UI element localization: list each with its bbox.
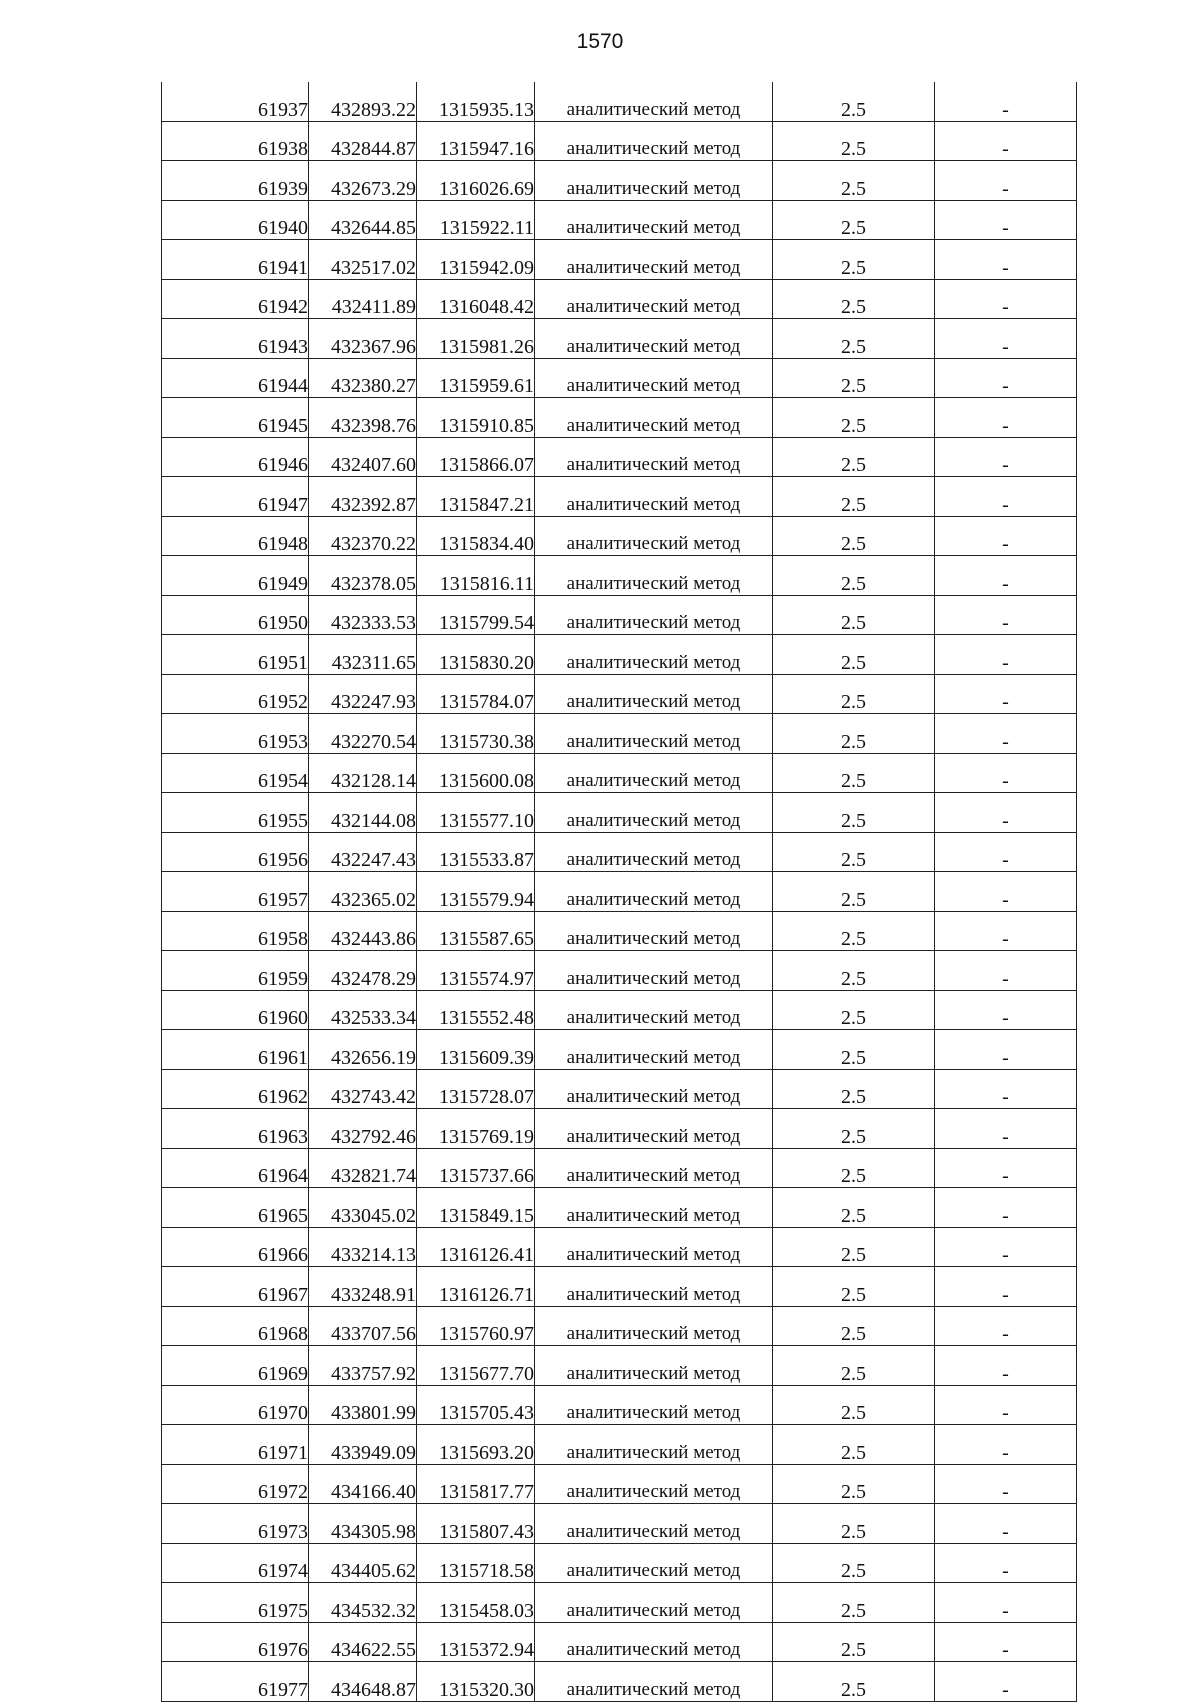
- method-cell: аналитический метод: [535, 1425, 773, 1465]
- x-coordinate-cell: 432792.46: [309, 1109, 417, 1149]
- table-row: [162, 1425, 1077, 1465]
- point-number-cell: 61975: [162, 1583, 309, 1623]
- method-cell: аналитический метод: [535, 556, 773, 596]
- accuracy-cell: 2.5: [773, 161, 935, 201]
- y-coordinate-cell: 1315718.58: [417, 1543, 535, 1583]
- point-number-cell: 61962: [162, 1069, 309, 1109]
- accuracy-cell: 2.5: [773, 674, 935, 714]
- point-number-cell: 61971: [162, 1425, 309, 1465]
- note-cell: -: [935, 1188, 1077, 1228]
- y-coordinate-cell: 1315981.26: [417, 319, 535, 359]
- method-cell: аналитический метод: [535, 753, 773, 793]
- x-coordinate-cell: 432247.43: [309, 832, 417, 872]
- note-cell: -: [935, 1464, 1077, 1504]
- accuracy-cell: 2.5: [773, 1583, 935, 1623]
- y-coordinate-cell: 1315834.40: [417, 516, 535, 556]
- coordinates-table-body: [162, 82, 1077, 1701]
- point-number-cell: 61955: [162, 793, 309, 833]
- note-cell: -: [935, 161, 1077, 201]
- point-number-cell: 61959: [162, 951, 309, 991]
- note-cell: -: [935, 516, 1077, 556]
- point-number-cell: 61938: [162, 121, 309, 161]
- method-cell: аналитический метод: [535, 1583, 773, 1623]
- x-coordinate-cell: 433707.56: [309, 1306, 417, 1346]
- table-row: [162, 753, 1077, 793]
- note-cell: -: [935, 674, 1077, 714]
- point-number-cell: 61974: [162, 1543, 309, 1583]
- y-coordinate-cell: 1315320.30: [417, 1662, 535, 1702]
- note-cell: -: [935, 1030, 1077, 1070]
- y-coordinate-cell: 1315552.48: [417, 990, 535, 1030]
- method-cell: аналитический метод: [535, 911, 773, 951]
- method-cell: аналитический метод: [535, 279, 773, 319]
- point-number-cell: 61942: [162, 279, 309, 319]
- note-cell: -: [935, 753, 1077, 793]
- y-coordinate-cell: 1315574.97: [417, 951, 535, 991]
- x-coordinate-cell: 432367.96: [309, 319, 417, 359]
- x-coordinate-cell: 432821.74: [309, 1148, 417, 1188]
- table-row: [162, 1109, 1077, 1149]
- point-number-cell: 61948: [162, 516, 309, 556]
- note-cell: -: [935, 1543, 1077, 1583]
- accuracy-cell: 2.5: [773, 595, 935, 635]
- x-coordinate-cell: 432128.14: [309, 753, 417, 793]
- note-cell: -: [935, 714, 1077, 754]
- y-coordinate-cell: 1315577.10: [417, 793, 535, 833]
- accuracy-cell: 2.5: [773, 1030, 935, 1070]
- method-cell: аналитический метод: [535, 595, 773, 635]
- table-row: [162, 1227, 1077, 1267]
- table-row: [162, 477, 1077, 517]
- note-cell: -: [935, 951, 1077, 991]
- accuracy-cell: 2.5: [773, 1267, 935, 1307]
- method-cell: аналитический метод: [535, 398, 773, 438]
- note-cell: -: [935, 477, 1077, 517]
- y-coordinate-cell: 1315705.43: [417, 1385, 535, 1425]
- point-number-cell: 61954: [162, 753, 309, 793]
- point-number-cell: 61937: [162, 82, 309, 121]
- point-number-cell: 61958: [162, 911, 309, 951]
- point-number-cell: 61939: [162, 161, 309, 201]
- y-coordinate-cell: 1316026.69: [417, 161, 535, 201]
- accuracy-cell: 2.5: [773, 1346, 935, 1386]
- table-row: [162, 437, 1077, 477]
- y-coordinate-cell: 1315533.87: [417, 832, 535, 872]
- note-cell: -: [935, 437, 1077, 477]
- x-coordinate-cell: 432673.29: [309, 161, 417, 201]
- accuracy-cell: 2.5: [773, 398, 935, 438]
- method-cell: аналитический метод: [535, 121, 773, 161]
- x-coordinate-cell: 432398.76: [309, 398, 417, 438]
- y-coordinate-cell: 1316048.42: [417, 279, 535, 319]
- table-row: [162, 1504, 1077, 1544]
- y-coordinate-cell: 1315799.54: [417, 595, 535, 635]
- note-cell: -: [935, 82, 1077, 121]
- y-coordinate-cell: 1315817.77: [417, 1464, 535, 1504]
- y-coordinate-cell: 1315784.07: [417, 674, 535, 714]
- y-coordinate-cell: 1315737.66: [417, 1148, 535, 1188]
- note-cell: -: [935, 1504, 1077, 1544]
- method-cell: аналитический метод: [535, 1622, 773, 1662]
- point-number-cell: 61976: [162, 1622, 309, 1662]
- accuracy-cell: 2.5: [773, 1464, 935, 1504]
- y-coordinate-cell: 1315947.16: [417, 121, 535, 161]
- x-coordinate-cell: 432893.22: [309, 82, 417, 121]
- accuracy-cell: 2.5: [773, 516, 935, 556]
- point-number-cell: 61953: [162, 714, 309, 754]
- x-coordinate-cell: 432247.93: [309, 674, 417, 714]
- table-row: [162, 1069, 1077, 1109]
- point-number-cell: 61943: [162, 319, 309, 359]
- y-coordinate-cell: 1315609.39: [417, 1030, 535, 1070]
- note-cell: -: [935, 872, 1077, 912]
- table-row: [162, 793, 1077, 833]
- method-cell: аналитический метод: [535, 793, 773, 833]
- y-coordinate-cell: 1315587.65: [417, 911, 535, 951]
- accuracy-cell: 2.5: [773, 1543, 935, 1583]
- accuracy-cell: 2.5: [773, 556, 935, 596]
- note-cell: -: [935, 1069, 1077, 1109]
- table-row: [162, 635, 1077, 675]
- y-coordinate-cell: 1315728.07: [417, 1069, 535, 1109]
- note-cell: -: [935, 832, 1077, 872]
- note-cell: -: [935, 793, 1077, 833]
- method-cell: аналитический метод: [535, 240, 773, 280]
- accuracy-cell: 2.5: [773, 1662, 935, 1702]
- table-row: [162, 1385, 1077, 1425]
- method-cell: аналитический метод: [535, 1464, 773, 1504]
- method-cell: аналитический метод: [535, 990, 773, 1030]
- point-number-cell: 61964: [162, 1148, 309, 1188]
- y-coordinate-cell: 1315693.20: [417, 1425, 535, 1465]
- y-coordinate-cell: 1315847.21: [417, 477, 535, 517]
- table-row: [162, 1464, 1077, 1504]
- x-coordinate-cell: 432380.27: [309, 358, 417, 398]
- accuracy-cell: 2.5: [773, 200, 935, 240]
- y-coordinate-cell: 1315910.85: [417, 398, 535, 438]
- method-cell: аналитический метод: [535, 1030, 773, 1070]
- point-number-cell: 61977: [162, 1662, 309, 1702]
- method-cell: аналитический метод: [535, 1662, 773, 1702]
- x-coordinate-cell: 432311.65: [309, 635, 417, 675]
- point-number-cell: 61944: [162, 358, 309, 398]
- accuracy-cell: 2.5: [773, 1622, 935, 1662]
- accuracy-cell: 2.5: [773, 1385, 935, 1425]
- x-coordinate-cell: 433214.13: [309, 1227, 417, 1267]
- method-cell: аналитический метод: [535, 1306, 773, 1346]
- x-coordinate-cell: 432656.19: [309, 1030, 417, 1070]
- y-coordinate-cell: 1316126.41: [417, 1227, 535, 1267]
- x-coordinate-cell: 432378.05: [309, 556, 417, 596]
- point-number-cell: 61972: [162, 1464, 309, 1504]
- accuracy-cell: 2.5: [773, 753, 935, 793]
- accuracy-cell: 2.5: [773, 793, 935, 833]
- method-cell: аналитический метод: [535, 1385, 773, 1425]
- note-cell: -: [935, 1227, 1077, 1267]
- x-coordinate-cell: 432533.34: [309, 990, 417, 1030]
- x-coordinate-cell: 432443.86: [309, 911, 417, 951]
- method-cell: аналитический метод: [535, 1148, 773, 1188]
- table-row: [162, 714, 1077, 754]
- x-coordinate-cell: 434405.62: [309, 1543, 417, 1583]
- x-coordinate-cell: 433757.92: [309, 1346, 417, 1386]
- point-number-cell: 61967: [162, 1267, 309, 1307]
- table-row: [162, 398, 1077, 438]
- table-row: [162, 1543, 1077, 1583]
- accuracy-cell: 2.5: [773, 1425, 935, 1465]
- note-cell: -: [935, 990, 1077, 1030]
- note-cell: -: [935, 1583, 1077, 1623]
- page-number: 1570: [576, 30, 624, 53]
- accuracy-cell: 2.5: [773, 1504, 935, 1544]
- accuracy-cell: 2.5: [773, 1109, 935, 1149]
- point-number-cell: 61957: [162, 872, 309, 912]
- y-coordinate-cell: 1315600.08: [417, 753, 535, 793]
- x-coordinate-cell: 434622.55: [309, 1622, 417, 1662]
- table-row: [162, 990, 1077, 1030]
- point-number-cell: 61965: [162, 1188, 309, 1228]
- point-number-cell: 61966: [162, 1227, 309, 1267]
- x-coordinate-cell: 432392.87: [309, 477, 417, 517]
- accuracy-cell: 2.5: [773, 121, 935, 161]
- point-number-cell: 61950: [162, 595, 309, 635]
- table-row: [162, 319, 1077, 359]
- method-cell: аналитический метод: [535, 951, 773, 991]
- accuracy-cell: 2.5: [773, 477, 935, 517]
- method-cell: аналитический метод: [535, 358, 773, 398]
- y-coordinate-cell: 1315935.13: [417, 82, 535, 121]
- table-row: [162, 358, 1077, 398]
- table-row: [162, 556, 1077, 596]
- x-coordinate-cell: 432365.02: [309, 872, 417, 912]
- accuracy-cell: 2.5: [773, 635, 935, 675]
- x-coordinate-cell: 432644.85: [309, 200, 417, 240]
- note-cell: -: [935, 1109, 1077, 1149]
- accuracy-cell: 2.5: [773, 990, 935, 1030]
- table-row: [162, 161, 1077, 201]
- note-cell: -: [935, 595, 1077, 635]
- x-coordinate-cell: 432144.08: [309, 793, 417, 833]
- x-coordinate-cell: 432370.22: [309, 516, 417, 556]
- table-row: [162, 200, 1077, 240]
- method-cell: аналитический метод: [535, 1188, 773, 1228]
- x-coordinate-cell: 432743.42: [309, 1069, 417, 1109]
- point-number-cell: 61940: [162, 200, 309, 240]
- note-cell: -: [935, 200, 1077, 240]
- point-number-cell: 61956: [162, 832, 309, 872]
- table-row: [162, 951, 1077, 991]
- x-coordinate-cell: 434305.98: [309, 1504, 417, 1544]
- table-row: [162, 1662, 1077, 1702]
- x-coordinate-cell: 432333.53: [309, 595, 417, 635]
- note-cell: -: [935, 1267, 1077, 1307]
- accuracy-cell: 2.5: [773, 1306, 935, 1346]
- accuracy-cell: 2.5: [773, 358, 935, 398]
- accuracy-cell: 2.5: [773, 714, 935, 754]
- x-coordinate-cell: 434166.40: [309, 1464, 417, 1504]
- method-cell: аналитический метод: [535, 200, 773, 240]
- method-cell: аналитический метод: [535, 1346, 773, 1386]
- y-coordinate-cell: 1315922.11: [417, 200, 535, 240]
- method-cell: аналитический метод: [535, 832, 773, 872]
- x-coordinate-cell: 433045.02: [309, 1188, 417, 1228]
- note-cell: -: [935, 556, 1077, 596]
- method-cell: аналитический метод: [535, 1109, 773, 1149]
- method-cell: аналитический метод: [535, 477, 773, 517]
- x-coordinate-cell: 433949.09: [309, 1425, 417, 1465]
- coordinates-table: [161, 82, 1077, 1702]
- note-cell: -: [935, 358, 1077, 398]
- point-number-cell: 61949: [162, 556, 309, 596]
- table-row: [162, 1148, 1077, 1188]
- table-row: [162, 1188, 1077, 1228]
- point-number-cell: 61951: [162, 635, 309, 675]
- method-cell: аналитический метод: [535, 319, 773, 359]
- y-coordinate-cell: 1315866.07: [417, 437, 535, 477]
- table-row: [162, 595, 1077, 635]
- note-cell: -: [935, 121, 1077, 161]
- point-number-cell: 61945: [162, 398, 309, 438]
- table-row: [162, 911, 1077, 951]
- y-coordinate-cell: 1315372.94: [417, 1622, 535, 1662]
- x-coordinate-cell: 432478.29: [309, 951, 417, 991]
- point-number-cell: 61968: [162, 1306, 309, 1346]
- point-number-cell: 61961: [162, 1030, 309, 1070]
- note-cell: -: [935, 240, 1077, 280]
- method-cell: аналитический метод: [535, 516, 773, 556]
- point-number-cell: 61946: [162, 437, 309, 477]
- y-coordinate-cell: 1316126.71: [417, 1267, 535, 1307]
- x-coordinate-cell: 432517.02: [309, 240, 417, 280]
- note-cell: -: [935, 1346, 1077, 1386]
- note-cell: -: [935, 635, 1077, 675]
- table-row: [162, 121, 1077, 161]
- accuracy-cell: 2.5: [773, 872, 935, 912]
- x-coordinate-cell: 433248.91: [309, 1267, 417, 1307]
- method-cell: аналитический метод: [535, 635, 773, 675]
- y-coordinate-cell: 1315849.15: [417, 1188, 535, 1228]
- accuracy-cell: 2.5: [773, 1069, 935, 1109]
- x-coordinate-cell: 433801.99: [309, 1385, 417, 1425]
- method-cell: аналитический метод: [535, 161, 773, 201]
- point-number-cell: 61973: [162, 1504, 309, 1544]
- method-cell: аналитический метод: [535, 437, 773, 477]
- point-number-cell: 61952: [162, 674, 309, 714]
- note-cell: -: [935, 1306, 1077, 1346]
- y-coordinate-cell: 1315760.97: [417, 1306, 535, 1346]
- note-cell: -: [935, 911, 1077, 951]
- table-row: [162, 1622, 1077, 1662]
- accuracy-cell: 2.5: [773, 951, 935, 991]
- note-cell: -: [935, 1622, 1077, 1662]
- table-row: [162, 832, 1077, 872]
- y-coordinate-cell: 1315730.38: [417, 714, 535, 754]
- note-cell: -: [935, 1148, 1077, 1188]
- y-coordinate-cell: 1315677.70: [417, 1346, 535, 1386]
- accuracy-cell: 2.5: [773, 279, 935, 319]
- note-cell: -: [935, 1425, 1077, 1465]
- accuracy-cell: 2.5: [773, 832, 935, 872]
- table-row: [162, 1306, 1077, 1346]
- x-coordinate-cell: 432411.89: [309, 279, 417, 319]
- point-number-cell: 61963: [162, 1109, 309, 1149]
- y-coordinate-cell: 1315830.20: [417, 635, 535, 675]
- x-coordinate-cell: 432270.54: [309, 714, 417, 754]
- x-coordinate-cell: 434648.87: [309, 1662, 417, 1702]
- y-coordinate-cell: 1315769.19: [417, 1109, 535, 1149]
- point-number-cell: 61960: [162, 990, 309, 1030]
- accuracy-cell: 2.5: [773, 1188, 935, 1228]
- accuracy-cell: 2.5: [773, 240, 935, 280]
- method-cell: аналитический метод: [535, 714, 773, 754]
- note-cell: -: [935, 398, 1077, 438]
- x-coordinate-cell: 432407.60: [309, 437, 417, 477]
- accuracy-cell: 2.5: [773, 437, 935, 477]
- table-row: [162, 872, 1077, 912]
- method-cell: аналитический метод: [535, 1504, 773, 1544]
- method-cell: аналитический метод: [535, 1227, 773, 1267]
- y-coordinate-cell: 1315816.11: [417, 556, 535, 596]
- accuracy-cell: 2.5: [773, 1227, 935, 1267]
- point-number-cell: 61941: [162, 240, 309, 280]
- point-number-cell: 61970: [162, 1385, 309, 1425]
- accuracy-cell: 2.5: [773, 1148, 935, 1188]
- y-coordinate-cell: 1315807.43: [417, 1504, 535, 1544]
- table-row: [162, 82, 1077, 121]
- method-cell: аналитический метод: [535, 1069, 773, 1109]
- y-coordinate-cell: 1315458.03: [417, 1583, 535, 1623]
- y-coordinate-cell: 1315942.09: [417, 240, 535, 280]
- table-row: [162, 1346, 1077, 1386]
- method-cell: аналитический метод: [535, 674, 773, 714]
- method-cell: аналитический метод: [535, 1543, 773, 1583]
- table-row: [162, 674, 1077, 714]
- table-row: [162, 279, 1077, 319]
- accuracy-cell: 2.5: [773, 319, 935, 359]
- note-cell: -: [935, 1385, 1077, 1425]
- accuracy-cell: 2.5: [773, 911, 935, 951]
- table-row: [162, 240, 1077, 280]
- table-row: [162, 1583, 1077, 1623]
- note-cell: -: [935, 279, 1077, 319]
- table-row: [162, 1030, 1077, 1070]
- method-cell: аналитический метод: [535, 872, 773, 912]
- point-number-cell: 61969: [162, 1346, 309, 1386]
- note-cell: -: [935, 1662, 1077, 1702]
- point-number-cell: 61947: [162, 477, 309, 517]
- table-row: [162, 1267, 1077, 1307]
- y-coordinate-cell: 1315959.61: [417, 358, 535, 398]
- note-cell: -: [935, 319, 1077, 359]
- accuracy-cell: 2.5: [773, 82, 935, 121]
- method-cell: аналитический метод: [535, 1267, 773, 1307]
- y-coordinate-cell: 1315579.94: [417, 872, 535, 912]
- table-row: [162, 516, 1077, 556]
- x-coordinate-cell: 432844.87: [309, 121, 417, 161]
- x-coordinate-cell: 434532.32: [309, 1583, 417, 1623]
- method-cell: аналитический метод: [535, 82, 773, 121]
